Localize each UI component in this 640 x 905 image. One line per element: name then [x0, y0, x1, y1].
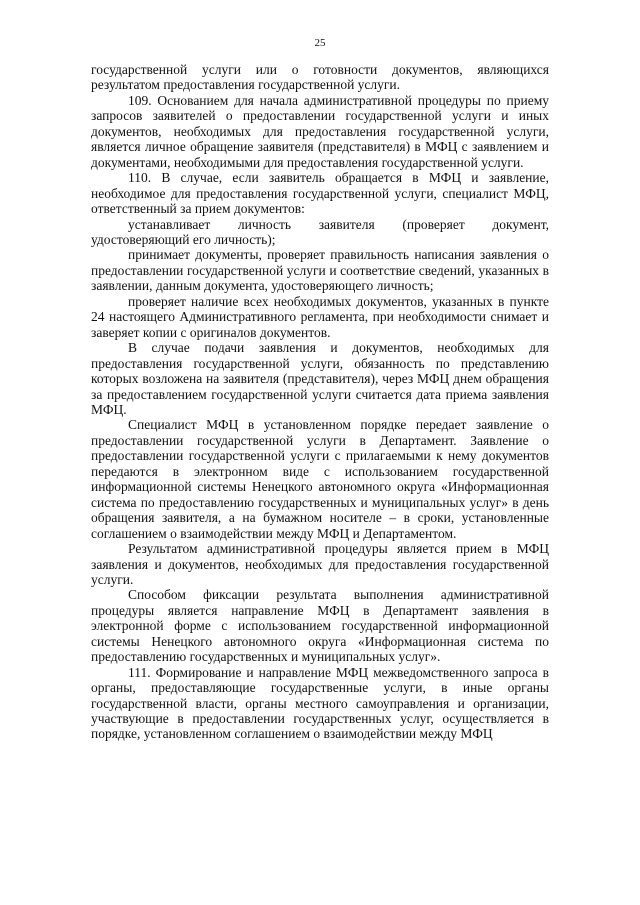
paragraph-110: 110. В случае, если заявитель обращается в МФЦ и заявление, необходимое для предоставления государственной услуги, специалист МФЦ, ответственный за прием документов: — [91, 170, 549, 217]
paragraph-check-documents: проверяет наличие всех необходимых документов, указанных в пункте 24 настоящего Административного регламента, при необходимости снимает и заверяет копии с оригиналов документов. — [91, 293, 549, 340]
paragraph-transfer: Специалист МФЦ в установленном порядке передает заявление о предоставлении государственной услуги в Департамент. Заявление о предоставлении государственной услуги с прилагаемыми к нему документов передаются в электронном виде с использованием государственной информационной системы Ненецкого автономного округа «Информационная система по предоставлению государственных и муниципальных услуг» в день обращения заявителя, а на бумажном носителе – в сроки, установленные соглашением о взаимодействии между МФЦ и Департаментом. — [91, 417, 549, 541]
page-number: 25 — [314, 37, 326, 49]
paragraph-application-date: В случае подачи заявления и документов, необходимых для предоставления государственной услуги, обязанность по представлению которых возложена на заявителя (представителя), через МФЦ днем обращения за предоставлением государственной услуги считается дата приема заявления МФЦ. — [91, 340, 549, 417]
paragraph-identity-check: устанавливает личность заявителя (проверяет документ, удостоверяющий его личность); — [91, 216, 549, 247]
paragraph-fixation: Способом фиксации результата выполнения административной процедуры является направление МФЦ в Департамент заявления в электронной форме с использованием государственной информационной системы Ненецкого автономного округа «Информационная система по предоставлению государственных и муниципальных услуг». — [91, 587, 549, 665]
paragraph-109: 109. Основанием для начала административной процедуры по приему запросов заявителей о предоставлении государственной услуги и иных документов, необходимых для предоставления государственной услуги, является личное обращение заявителя (представителя) в МФЦ с заявлением и документами, необходимыми для предоставления государственной услуги. — [91, 92, 549, 170]
document-body — [91, 62, 549, 742]
paragraph-111: 111. Формирование и направление МФЦ межведомственного запроса в органы, предоставляющие государственные услуги, в иные органы государственной власти, органы местного самоуправления и организации, участвующие в предоставлении государственных услуг, осуществляется в порядке, установленном соглашением о взаимодействии между МФЦ — [91, 664, 549, 742]
paragraph-continuation: государственной услуги или о готовности документов, являющихся результатом предоставления государственной услуги. — [91, 62, 549, 93]
paragraph-accept-documents: принимает документы, проверяет правильность написания заявления о предоставлении государственной услуги и соответствие сведений, указанных в заявлении, данным документа, удостоверяющего личность; — [91, 247, 549, 294]
paragraph-result: Результатом административной процедуры является прием в МФЦ заявления и документов, необходимых для предоставления государственной услуги. — [91, 541, 549, 587]
